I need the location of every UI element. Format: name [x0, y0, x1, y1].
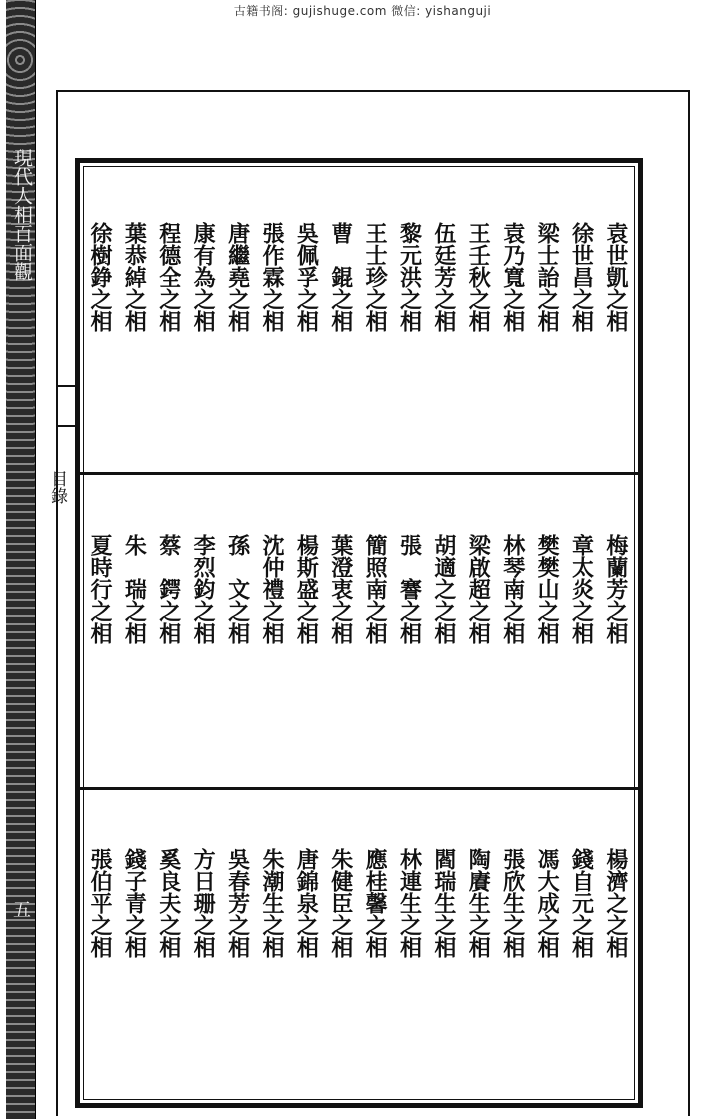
contents-entry: 林琴南之相	[499, 534, 526, 644]
contents-entry: 王壬秋之相	[465, 222, 492, 332]
contents-entry: 李烈鈞之相	[190, 534, 217, 644]
contents-entry: 夏時行之相	[87, 534, 113, 644]
contents-entry: 張 謇之相	[396, 534, 423, 644]
contents-entry: 曹 錕之相	[327, 222, 354, 332]
contents-entry: 張欣生之相	[499, 848, 526, 958]
contents-section-1	[88, 222, 634, 462]
contents-entry: 蔡 鍔之相	[155, 534, 182, 644]
contents-entry: 康有為之相	[190, 222, 217, 332]
spine-page-number: 五	[10, 900, 31, 918]
contents-entry: 張作霖之相	[258, 222, 285, 332]
contents-entry: 梁啟超之相	[465, 534, 492, 644]
contents-entry: 陶賡生之相	[465, 848, 492, 958]
contents-entry: 孫 文之相	[224, 534, 251, 644]
contents-entry: 奚良夫之相	[155, 848, 182, 958]
contents-entry: 程德全之相	[155, 222, 182, 332]
contents-entry: 袁乃寬之相	[499, 222, 526, 332]
contents-entry: 錢自元之相	[568, 848, 595, 958]
contents-entry: 徐世昌之相	[568, 222, 595, 332]
spine-title: 現代人相百面觀	[11, 148, 33, 281]
contents-entry: 方日珊之相	[190, 848, 217, 958]
contents-entry: 梅蘭芳之相	[602, 534, 629, 644]
contents-section-3	[88, 848, 630, 1088]
section-divider	[78, 787, 640, 790]
contents-label: 目錄	[47, 470, 67, 504]
contents-entry: 唐錦泉之相	[293, 848, 320, 958]
contents-entry: 徐樹錚之相	[87, 222, 113, 332]
contents-entry: 胡適之之相	[430, 534, 457, 644]
contents-entry: 朱潮生之相	[258, 848, 285, 958]
contents-entry: 林連生之相	[396, 848, 423, 958]
section-divider	[78, 472, 640, 475]
contents-entry: 馮大成之相	[534, 848, 561, 958]
contents-entry: 吳春芳之相	[224, 848, 251, 958]
watermark-text: 古籍书阁: gujishuge.com 微信: yishanguji	[233, 4, 492, 18]
page-edge-mark	[58, 385, 76, 387]
contents-entry: 楊濟之之相	[602, 848, 629, 958]
contents-entry: 閻瑞生之相	[430, 848, 457, 958]
contents-entry: 袁世凱之相	[602, 222, 629, 332]
contents-entry: 樊樊山之相	[534, 534, 561, 644]
contents-entry: 黎元洪之相	[396, 222, 423, 332]
page-edge-mark	[58, 425, 76, 427]
contents-entry: 朱健臣之相	[327, 848, 354, 958]
contents-entry: 朱 瑞之相	[121, 534, 148, 644]
contents-entry: 錢子青之相	[121, 848, 148, 958]
contents-entry: 張伯平之相	[87, 848, 113, 958]
contents-entry: 葉恭綽之相	[121, 222, 148, 332]
contents-entry: 唐繼堯之相	[224, 222, 251, 332]
contents-entry: 吳佩孚之相	[293, 222, 320, 332]
contents-entry: 葉澄衷之相	[327, 534, 354, 644]
contents-entry: 伍廷芳之相	[430, 222, 457, 332]
book-spine	[6, 0, 36, 1119]
contents-entry: 章太炎之相	[568, 534, 595, 644]
contents-entry: 應桂馨之相	[362, 848, 389, 958]
contents-entry: 簡照南之相	[362, 534, 389, 644]
contents-entry: 楊斯盛之相	[293, 534, 320, 644]
contents-entry: 王士珍之相	[362, 222, 389, 332]
contents-entry: 沈仲禮之相	[258, 534, 285, 644]
contents-entry: 梁士詒之相	[534, 222, 561, 332]
contents-section-2	[88, 534, 630, 774]
